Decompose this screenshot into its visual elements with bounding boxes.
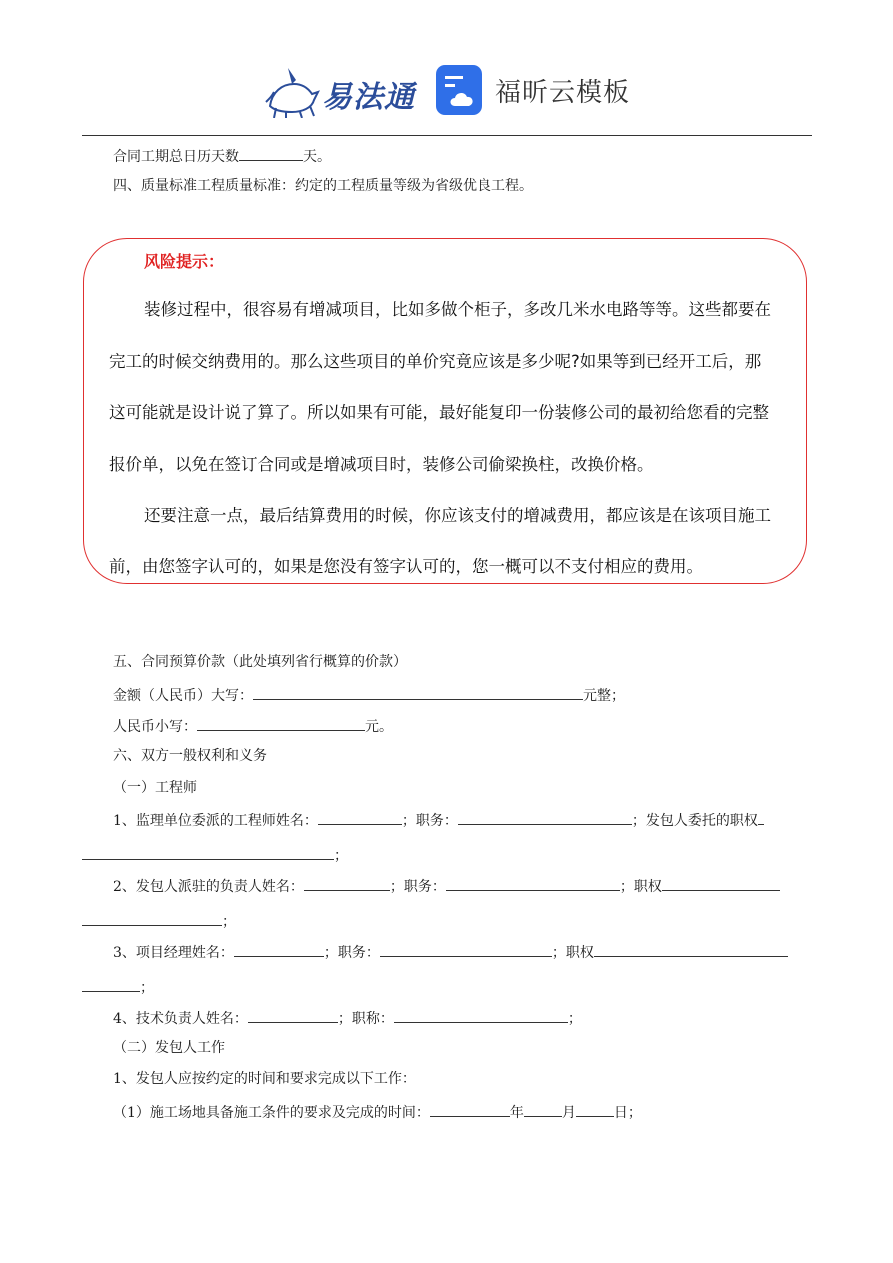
item-4-technical-line (113, 1008, 582, 1028)
manager-authority-blank-start[interactable] (594, 942, 788, 957)
amount-upper-suffix: 元整； (583, 688, 625, 704)
item-3-manager-line (113, 942, 788, 962)
day-label: 日； (613, 1105, 642, 1121)
foxit-logo-text: 福昕云模板 (495, 78, 631, 108)
representative-authority-blank-start[interactable] (662, 876, 780, 891)
year-blank[interactable] (430, 1102, 510, 1117)
employer-work-item-1: 1、发包人应按约定的时间和要求完成以下工作： (113, 1071, 416, 1087)
yifatong-logo-text: 易法通 (322, 80, 415, 115)
representative-title-label: ；职务： (389, 879, 446, 895)
representative-name-label: 2、发包人派驻的负责人姓名： (113, 879, 304, 895)
period-days-suffix: 天。 (303, 149, 331, 165)
representative-authority-blank[interactable] (82, 911, 222, 926)
amount-upper-label: 金额（人民币）大写： (113, 688, 253, 704)
subsection-engineer: （一）工程师 (113, 780, 197, 796)
engineer-authority-blank[interactable] (82, 845, 334, 860)
period-days-blank[interactable] (239, 146, 303, 161)
cloud-document-icon (435, 64, 485, 116)
risk-line-5: 还要注意一点，最后结算费用的时候，你应该支付的增减费用，都应该是在该项目施工 (144, 506, 771, 525)
amount-lower-label: 人民币小写： (113, 719, 197, 735)
manager-authority-blank[interactable] (82, 977, 140, 992)
amount-lower-line (113, 716, 393, 736)
header-divider (82, 135, 812, 136)
engineer-title-blank[interactable] (458, 810, 632, 825)
item-4-end: ； (567, 1011, 582, 1027)
month-label: 月 (561, 1105, 576, 1121)
risk-line-2: 完工的时候交纳费用的。那么这些项目的单价究竟应该是多少呢?如果等到已经开工后，那 (109, 352, 762, 371)
technical-name-blank[interactable] (248, 1008, 338, 1023)
item-2-representative-line (113, 876, 780, 896)
amount-upper-blank[interactable] (253, 685, 583, 700)
representative-title-blank[interactable] (446, 876, 620, 891)
unicorn-icon (262, 62, 324, 118)
representative-name-blank[interactable] (304, 876, 390, 891)
subsection-employer-work: （二）发包人工作 (113, 1040, 225, 1056)
manager-title-blank[interactable] (380, 942, 552, 957)
amount-lower-blank[interactable] (197, 716, 365, 731)
month-blank[interactable] (524, 1102, 562, 1117)
engineer-title-label: ；职务： (401, 813, 458, 829)
technical-name-label: 4、技术负责人姓名： (113, 1011, 248, 1027)
manager-name-label: 3、项目经理姓名： (113, 945, 234, 961)
amount-lower-suffix: 元。 (365, 719, 393, 735)
manager-authority-label: ；职权 (551, 945, 594, 961)
risk-line-6: 前，由您签字认可的，如果是您没有签字认可的，您一概可以不支付相应的费用。 (109, 557, 703, 576)
site-condition-line (113, 1102, 642, 1122)
amount-upper-line (113, 685, 625, 705)
year-label: 年 (509, 1105, 524, 1121)
risk-line-4: 报价单，以免在签订合同或是增减项目时，装修公司偷梁换柱，改换价格。 (109, 455, 654, 474)
item-3-continuation (82, 977, 154, 997)
manager-name-blank[interactable] (234, 942, 324, 957)
representative-authority-label: ；职权 (619, 879, 662, 895)
day-blank[interactable] (576, 1102, 614, 1117)
risk-line-3: 这可能就是设计说了算了。所以如果有可能，最好能复印一份装修公司的最初给您看的完整 (109, 403, 769, 422)
foxit-cloud-template-logo (435, 64, 635, 120)
engineer-name-label: 1、监理单位委派的工程师姓名： (113, 813, 318, 829)
manager-title-label: ；职务： (323, 945, 380, 961)
technical-title-label: ；职称： (337, 1011, 394, 1027)
section-4-quality: 四、质量标准工程质量标准：约定的工程质量等级为省级优良工程。 (113, 178, 533, 194)
technical-title-blank[interactable] (394, 1008, 568, 1023)
item-1-end: ； (334, 848, 348, 864)
section-5-budget: 五、合同预算价款（此处填列省行概算的价款） (113, 654, 407, 670)
contract-period-label: 合同工期总日历天数 (113, 149, 239, 165)
page-header (0, 0, 893, 136)
risk-tip-title: 风险提示： (144, 252, 225, 271)
item-1-engineer-line (113, 810, 764, 830)
engineer-authority-blank-start[interactable] (758, 810, 764, 825)
item-3-end: ； (140, 980, 154, 996)
engineer-name-blank[interactable] (318, 810, 402, 825)
site-condition-label: （1）施工场地具备施工条件的要求及完成的时间： (113, 1105, 430, 1121)
item-1-continuation (82, 845, 348, 865)
risk-line-1: 装修过程中，很容易有增减项目，比如多做个柜子，多改几米水电路等等。这些都要在 (144, 300, 771, 319)
engineer-authority-label: ；发包人委托的职权 (631, 813, 758, 829)
yifatong-logo (262, 62, 417, 118)
item-2-continuation (82, 911, 236, 931)
item-2-end: ； (222, 914, 236, 930)
section-6-rights: 六、双方一般权利和义务 (113, 748, 267, 764)
contract-period-line (113, 146, 331, 166)
